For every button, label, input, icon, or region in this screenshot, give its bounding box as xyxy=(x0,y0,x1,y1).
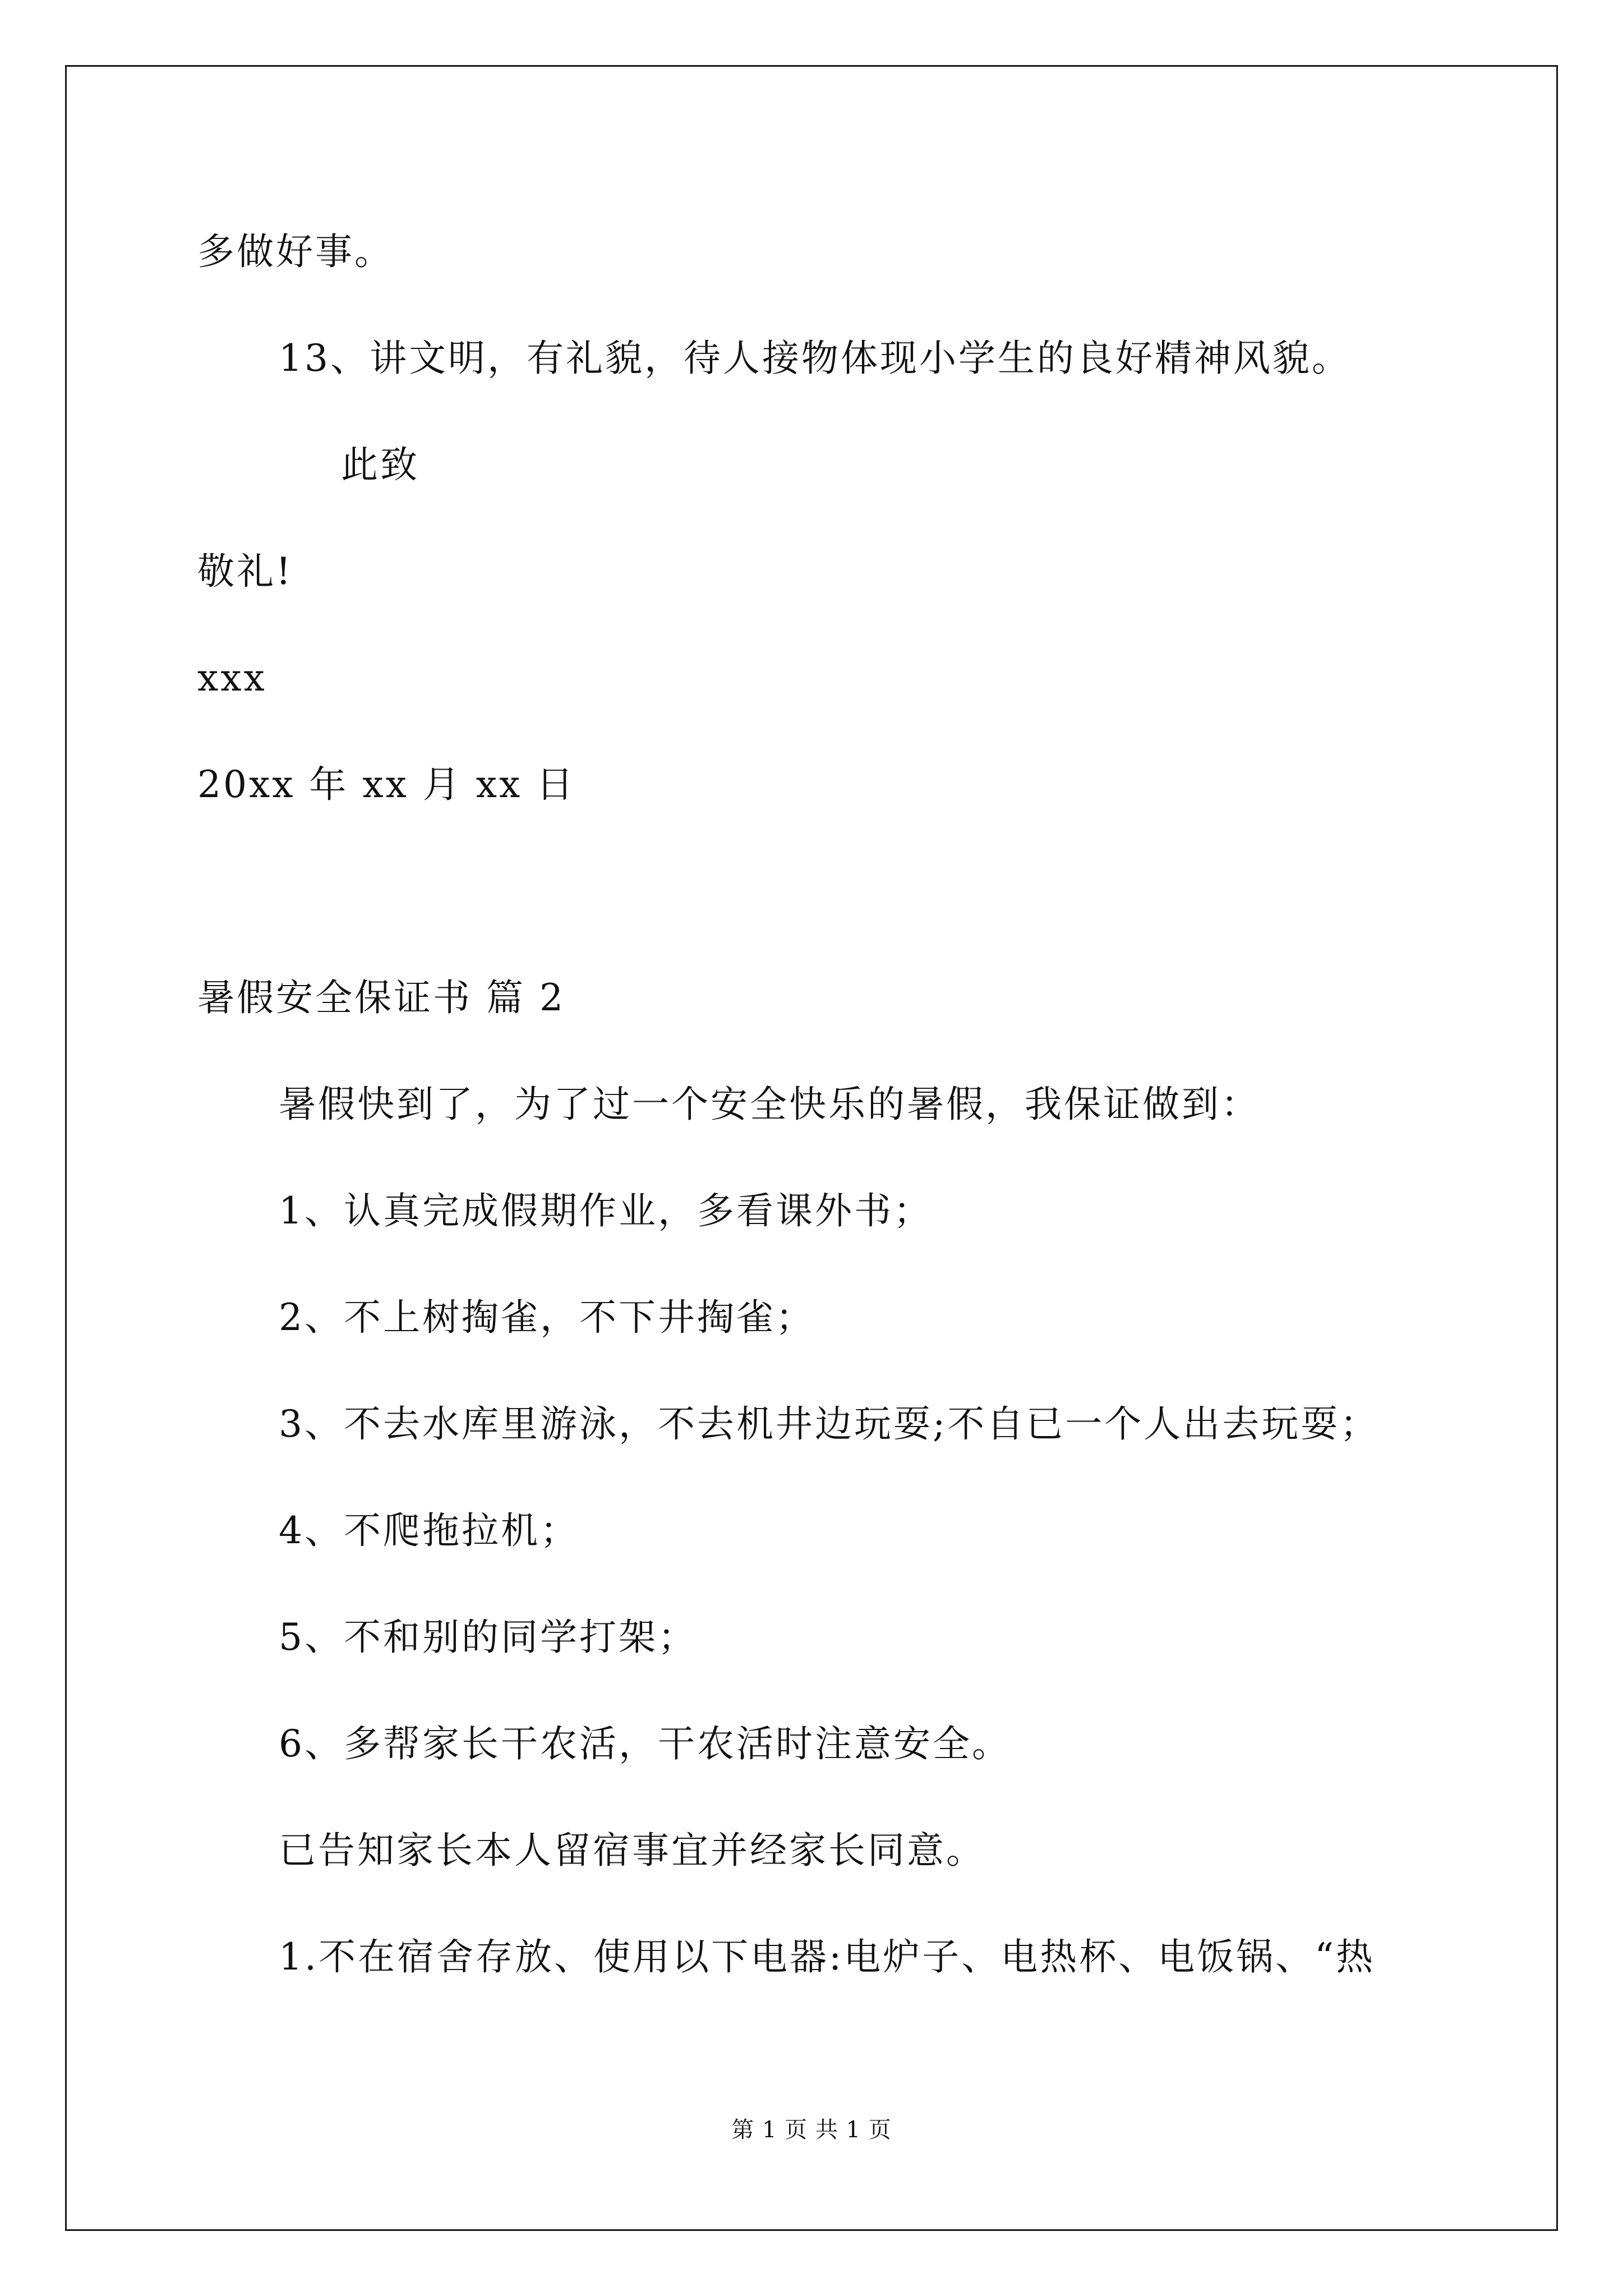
text-line-item-1: 1、认真完成假期作业，多看课外书； xyxy=(279,1189,933,1232)
text-line-closing: 此致 xyxy=(341,443,419,486)
text-line-item-13: 13、讲文明，有礼貌，待人接物体现小学生的良好精神风貌。 xyxy=(279,337,1351,380)
text-line-consent: 已告知家长本人留宿事宜并经家长同意。 xyxy=(279,1829,985,1872)
text-line-item-3: 3、不去水库里游泳，不去机井边玩耍;不自已一个人出去玩耍； xyxy=(279,1402,1380,1446)
text-line-item-6: 6、多帮家长干农活，干农活时注意安全。 xyxy=(279,1722,1011,1765)
page-border xyxy=(65,65,1558,2231)
text-line-item-4: 4、不爬拖拉机； xyxy=(279,1509,579,1552)
text-line-salutation: 敬礼! xyxy=(197,550,293,593)
text-line-continuation: 多做好事。 xyxy=(197,230,394,273)
text-line-intro: 暑假快到了，为了过一个安全快乐的暑假，我保证做到： xyxy=(279,1083,1260,1126)
text-line-item-2: 2、不上树掏雀，不下井掏雀； xyxy=(279,1296,815,1339)
text-line-signature: xxx xyxy=(197,656,267,700)
text-line-date: 20xx 年 xx 月 xx 日 xyxy=(197,763,576,806)
section-title: 暑假安全保证书 篇 2 xyxy=(197,976,565,1019)
page-footer: 第 1 页 共 1 页 xyxy=(731,2117,892,2143)
text-line-item-5: 5、不和别的同学打架； xyxy=(279,1616,697,1659)
text-line-rule-1: 1.不在宿舍存放、使用以下电器:电炉子、电热杯、电饭锅、“热 xyxy=(279,1935,1375,1978)
